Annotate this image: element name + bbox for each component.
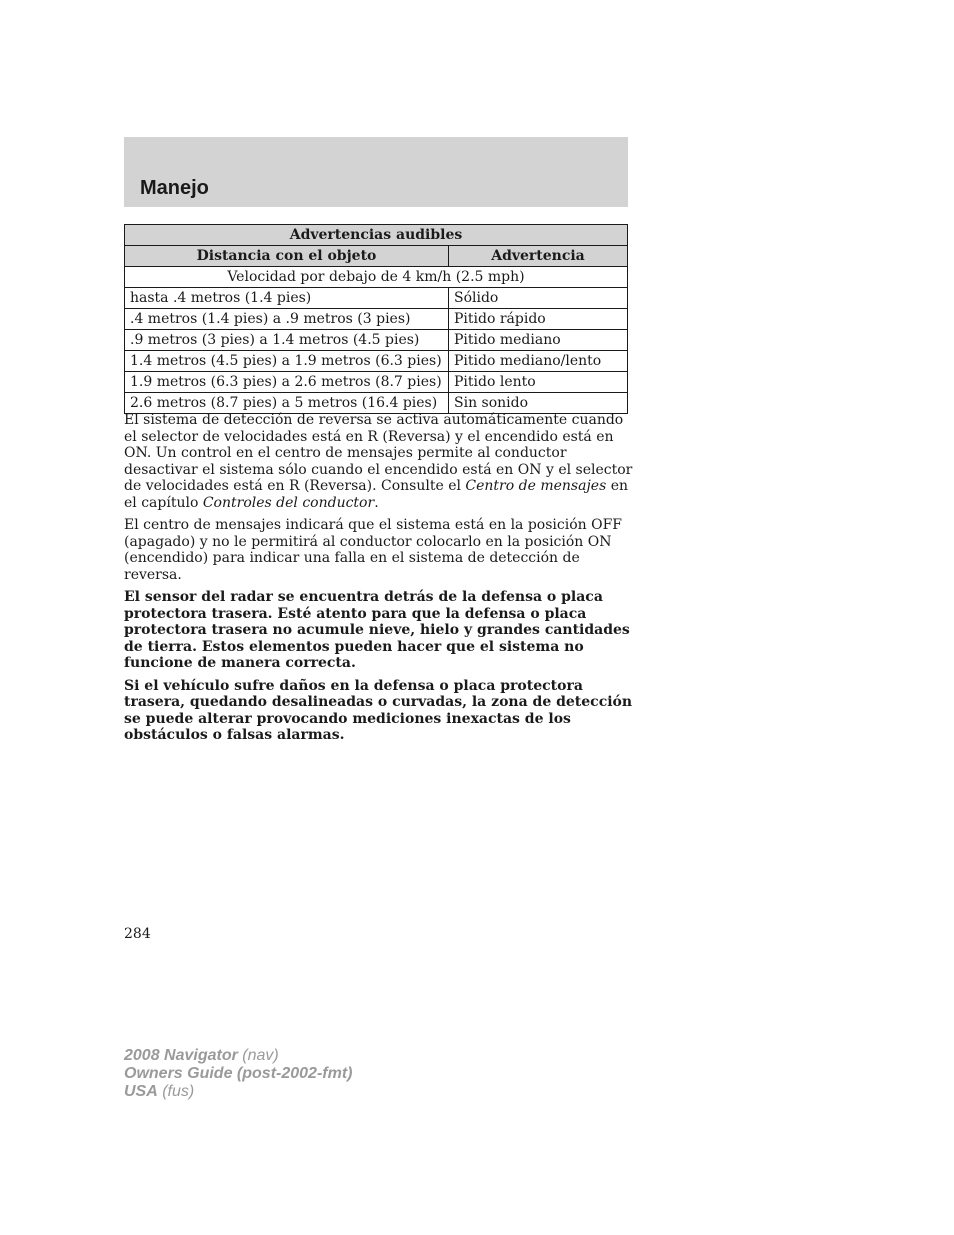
warning-cell: Pitido lento	[449, 372, 628, 393]
page-number: 284	[124, 926, 151, 942]
section-header-band	[124, 137, 628, 207]
table-condition-row	[125, 267, 628, 288]
table-row	[125, 372, 628, 393]
paragraph-activation: El sistema de detección de reversa se activa automáticamente cuando el selector de velocidades está en R (Reversa) y el encendido está en ON. Un control en el centro de mensajes permite al conductor desactivar el sistema sólo cuando el encendido está en ON y el selector de velocidades está en R (Reversa). Consulte el Centro de mensajes en el capítulo Controles del conductor.	[124, 412, 633, 511]
speed-condition: Velocidad por debajo de 4 km/h (2.5 mph)	[125, 267, 628, 288]
warning-cell: Pitido mediano	[449, 330, 628, 351]
distance-cell: .4 metros (1.4 pies) a .9 metros (3 pies)	[125, 309, 449, 330]
distance-cell: hasta .4 metros (1.4 pies)	[125, 288, 449, 309]
paragraph-message-center: El centro de mensajes indicará que el sistema está en la posición OFF (apagado) y no le permitirá al conductor colocarlo en la posición ON (encendido) para indicar una falla en el sistema de detección de reversa.	[124, 517, 623, 583]
table-row	[125, 330, 628, 351]
section-title: Manejo	[140, 177, 209, 199]
distance-cell: 1.9 metros (6.3 pies) a 2.6 metros (8.7 pies)	[125, 372, 449, 393]
paragraph-damage-warning: Si el vehículo sufre daños en la defensa o placa protectora trasera, quedando desalineadas o curvadas, la zona de detección se puede alterar provocando mediciones inexactas de los obstáculos o falsas alarmas.	[124, 677, 633, 743]
warning-cell: Sólido	[449, 288, 628, 309]
table-header-row	[125, 246, 628, 267]
reference-message-center: Centro de mensajes	[465, 478, 607, 494]
audible-warnings-table	[124, 224, 628, 414]
warning-cell: Sin sonido	[449, 393, 628, 414]
paragraph-sensor-warning: El sensor del radar se encuentra detrás de la defensa o placa protectora trasera. Esté atento para que la defensa o placa protectora trasera no acumule nieve, hielo y grandes cantidades de tierra. Estos elementos pueden hacer que el sistema no funcione de manera correcta.	[124, 589, 630, 671]
document-footer	[124, 1047, 352, 1101]
footer-line-model: 2008 Navigator (nav)	[124, 1047, 279, 1064]
column-header-distance: Distancia con el objeto	[125, 246, 449, 267]
body-text	[124, 412, 634, 750]
table-row	[125, 393, 628, 414]
footer-line-guide: Owners Guide (post-2002-fmt)	[124, 1065, 353, 1082]
table-row	[125, 351, 628, 372]
footer-line-region: USA (fus)	[124, 1083, 195, 1100]
reference-driver-controls: Controles del conductor	[202, 494, 375, 511]
distance-cell: 1.4 metros (4.5 pies) a 1.9 metros (6.3 pies)	[125, 351, 449, 372]
distance-cell: 2.6 metros (8.7 pies) a 5 metros (16.4 pies)	[125, 393, 449, 414]
warning-cell: Pitido rápido	[449, 309, 628, 330]
distance-cell: .9 metros (3 pies) a 1.4 metros (4.5 pies)	[125, 330, 449, 351]
column-header-warning: Advertencia	[449, 246, 628, 267]
table-row	[125, 309, 628, 330]
table-title-row	[125, 225, 628, 246]
table-row	[125, 288, 628, 309]
table-title: Advertencias audibles	[125, 225, 628, 246]
warning-cell: Pitido mediano/lento	[449, 351, 628, 372]
